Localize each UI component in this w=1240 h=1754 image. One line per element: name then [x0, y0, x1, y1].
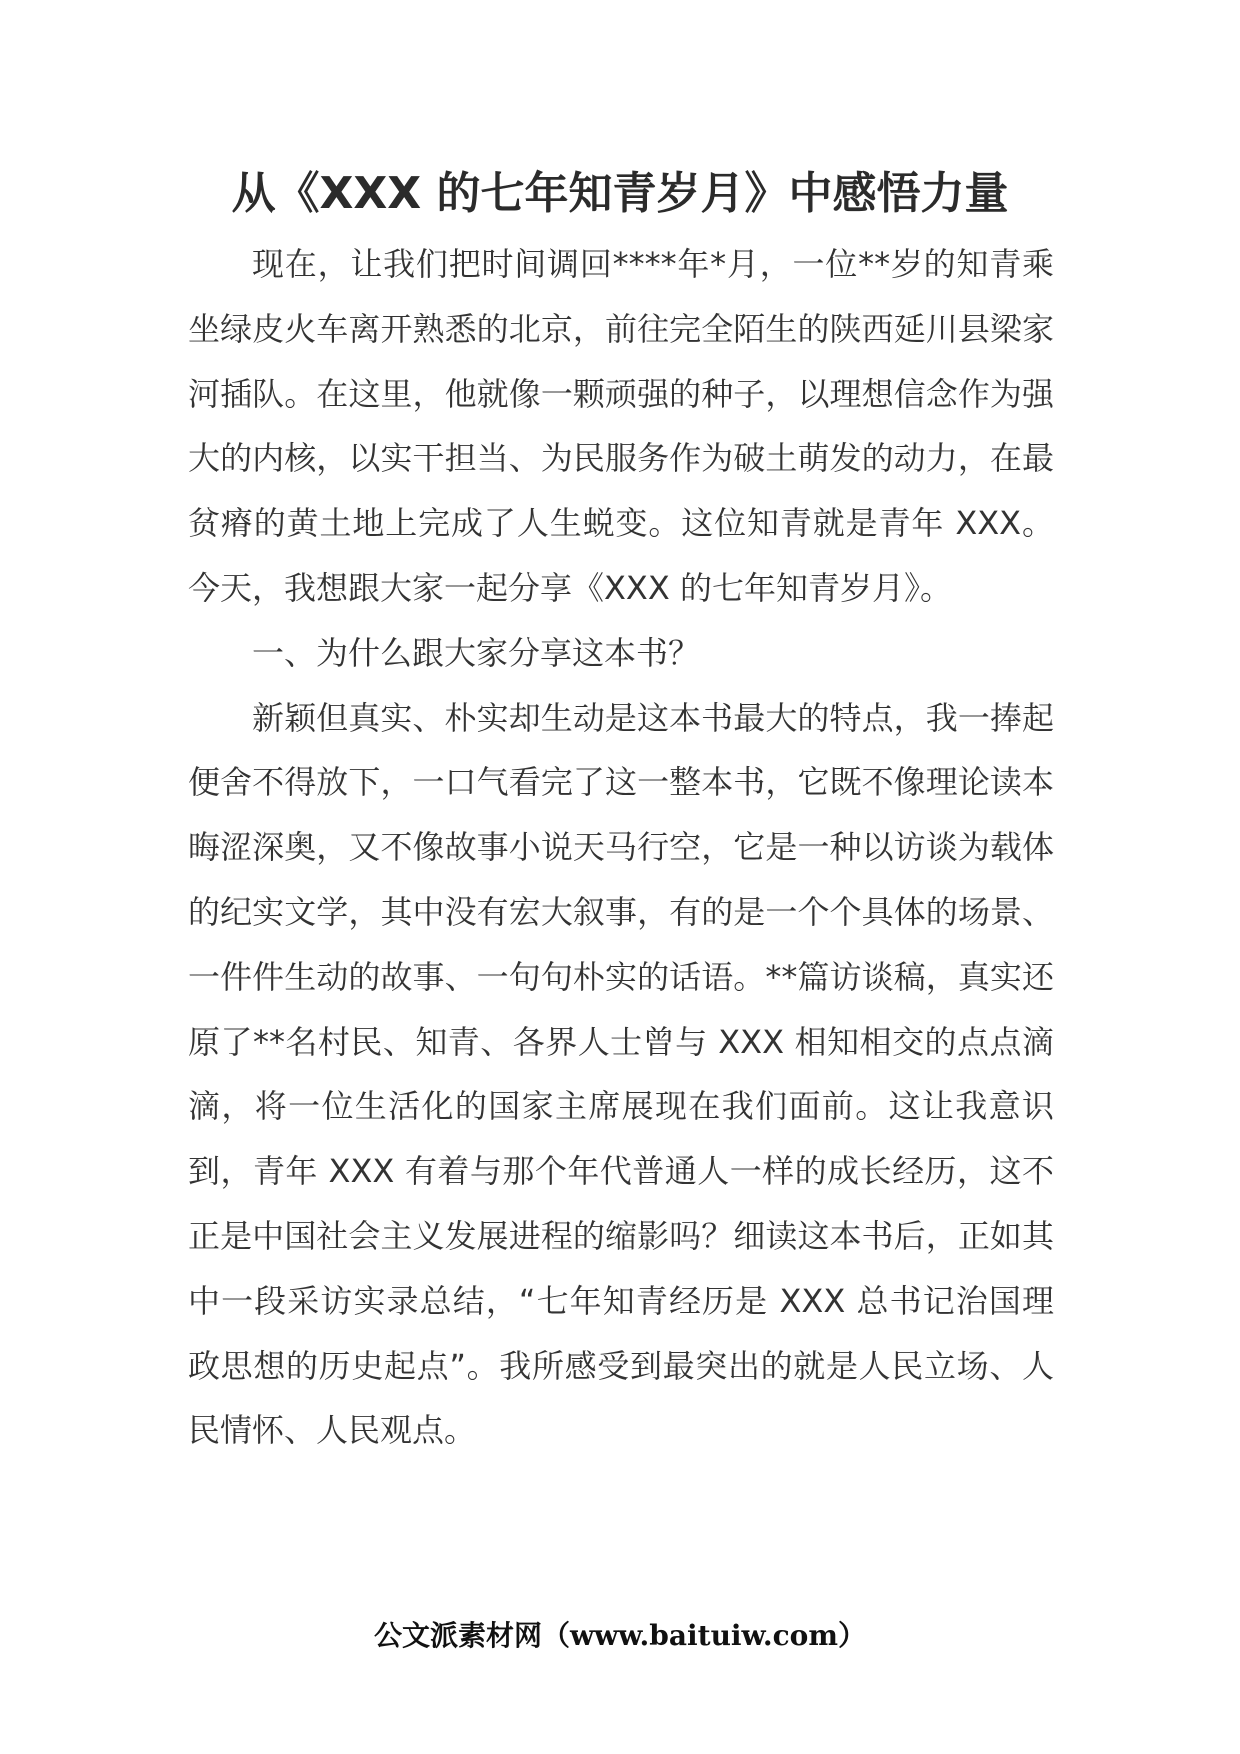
- footer-watermark: 公文派素材网（www.baituiw.com）: [374, 1619, 866, 1652]
- paragraph-intro: 现在，让我们把时间调回****年*月，一位**岁的知青乘坐绿皮火车离开熟悉的北京，前往完全陌生的陕西延川县梁家河插队。在这里，他就像一颗顽强的种子，以理想信念作为强大的内核，以实干担当、为民服务作为破土萌发的动力，在最贫瘠的黄土地上完成了人生蜕变。这位知青就是青年 XXX。今天，我想跟大家一起分享《XXX 的七年知青岁月》。: [188, 245, 1054, 607]
- paragraph-reason: 新颖但真实、朴实却生动是这本书最大的特点，我一捧起便舍不得放下，一口气看完了这一整本书，它既不像理论读本晦涩深奥，又不像故事小说天马行空，它是一种以访谈为载体的纪实文学，其中没有宏大叙事，有的是一个个具体的场景、一件件生动的故事、一句句朴实的话语。**篇访谈稿，真实还原了**名村民、知青、各界人士曾与 XXX 相知相交的点点滴滴，将一位生活化的国家主席展现在我们面前。这让我意识到，青年 XXX 有着与那个年代普通人一样的成长经历，这不正是中国社会主义发展进程的缩影吗？细读这本书后，正如其中一段采访实录总结，“七年知青经历是 XXX 总书记治国理政思想的历史起点”。我所感受到最突出的就是人民立场、人民情怀、人民观点。: [188, 698, 1054, 1450]
- document-title: 从《XXX 的七年知青岁月》中感悟力量: [231, 168, 1009, 219]
- section-heading: 一、为什么跟大家分享这本书？: [252, 633, 701, 672]
- document-body: [188, 232, 1054, 1463]
